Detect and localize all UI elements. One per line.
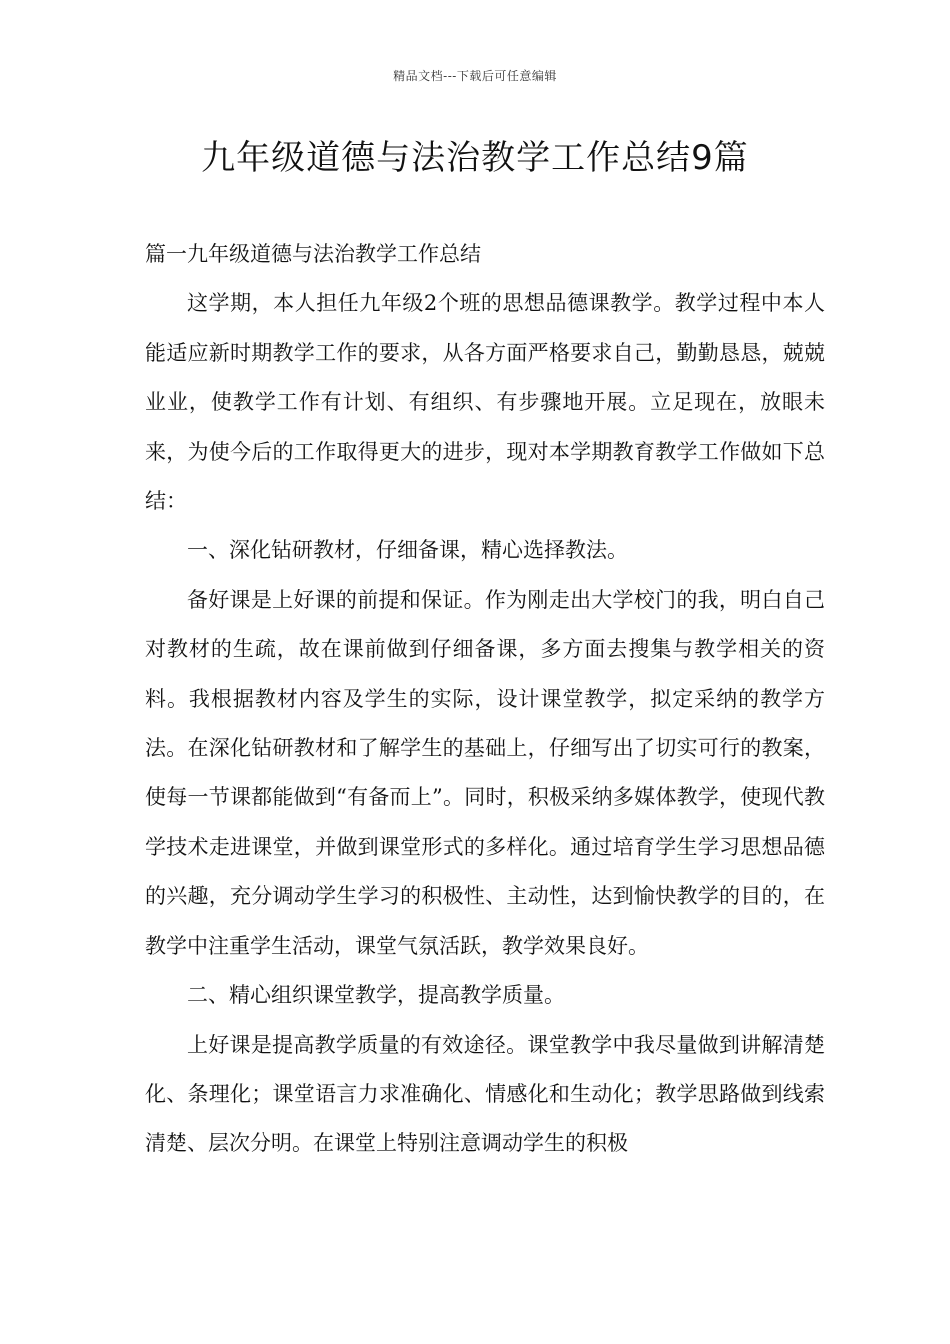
paragraph-intro: 这学期，本人担任九年级2个班的思想品德课教学。教学过程中本人能适应新时期教学工作的要求，从各方面严格要求自己，勤勤恳恳，兢兢业业，使教学工作有计划、有组织、有步骤地开展。立足现在，放眼未来，为使今后的工作取得更大的进步，现对本学期教育教学工作做如下总结： bbox=[145, 291, 825, 514]
subheading-two: 二、精心组织课堂教学，提高教学质量。 bbox=[187, 983, 565, 1008]
paragraph-classroom-teaching: 上好课是提高教学质量的有效途径。课堂教学中我尽量做到讲解清楚化、条理化；课堂语言力求准确化、情感化和生动化；教学思路做到线索清楚、层次分明。在课堂上特别注意调动学生的积极 bbox=[145, 1032, 825, 1156]
paragraph-lesson-prep: 备好课是上好课的前提和保证。作为刚走出大学校门的我，明白自己对教材的生疏，故在课前做到仔细备课，多方面去搜集与教学相关的资料。我根据教材内容及学生的实际，设计课堂教学，拟定采纳的教学方法。在深化钻研教材和了解学生的基础上，仔细写出了切实可行的教案，使每一节课都能做到“有备而上”。同时，积极采纳多媒体教学，使现代教学技术走进课堂，并做到课堂形式的多样化。通过培育学生学习思想品德的兴趣，充分调动学生学习的积极性、主动性，达到愉快教学的目的，在教学中注重学生活动，课堂气氛活跃，教学效果良好。 bbox=[145, 587, 825, 958]
document-title: 九年级道德与法治教学工作总结9篇 bbox=[201, 138, 749, 178]
subheading-one: 一、深化钻研教材，仔细备课，精心选择教法。 bbox=[187, 538, 628, 563]
document-body bbox=[145, 230, 825, 1169]
section-heading: 篇一九年级道德与法治教学工作总结 bbox=[145, 242, 481, 266]
header-note: 精品文档---下载后可任意编辑 bbox=[393, 69, 557, 83]
